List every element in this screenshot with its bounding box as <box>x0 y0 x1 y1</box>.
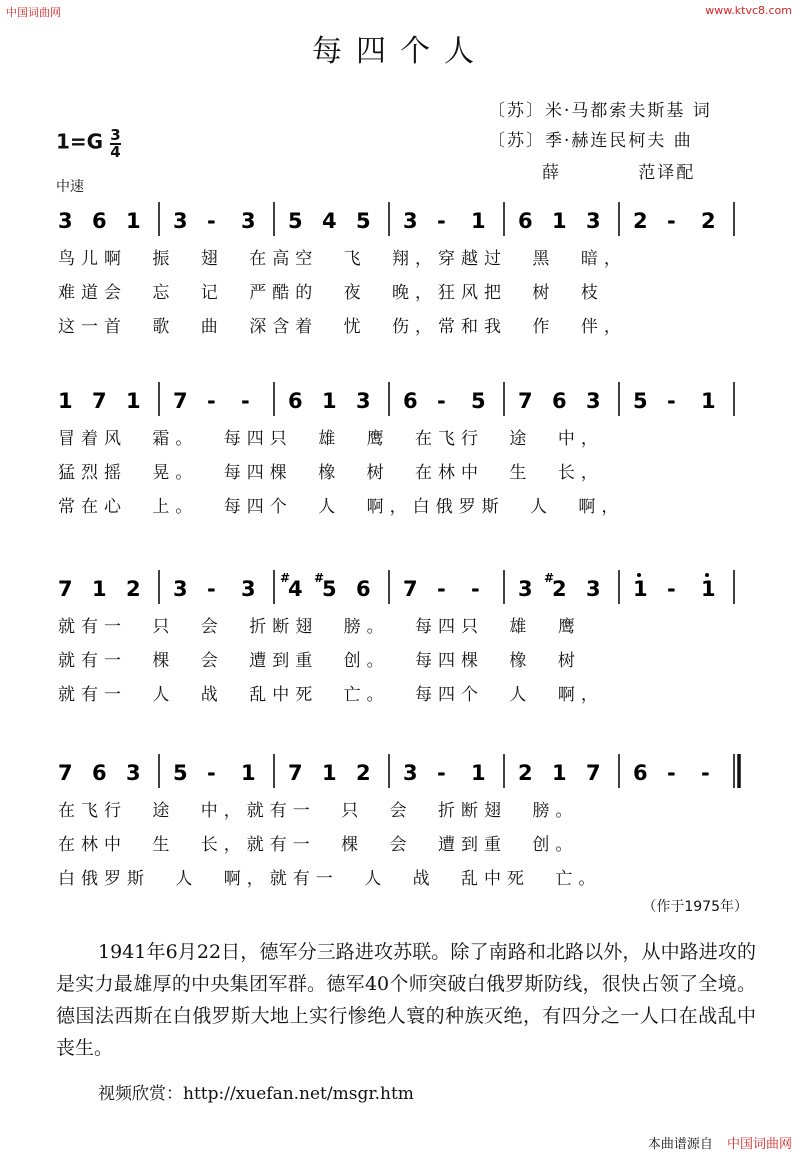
note: 5 <box>356 209 371 233</box>
lyric-line: 就有一 棵 会 遭到重 创。 每四棵 橡 树 <box>58 651 581 671</box>
note: 5 <box>322 577 337 601</box>
note: 1 <box>322 389 337 413</box>
note-dash: - <box>207 209 216 233</box>
note: 4 <box>322 209 337 233</box>
time-top: 3 <box>110 126 121 144</box>
note: 1 <box>241 761 256 785</box>
note: 5 <box>288 209 303 233</box>
note: 1 <box>322 761 337 785</box>
lyric-line: 就有一 人 战 乱中死 亡。 每四个 人 啊， <box>58 685 604 705</box>
note-dash: - <box>437 389 446 413</box>
notation-system <box>0 568 800 614</box>
note: 3 <box>126 761 141 785</box>
note: 2 <box>356 761 371 785</box>
sharp-sign: # <box>314 571 325 585</box>
note-dash: - <box>667 761 676 785</box>
lyricist-credit: 〔苏〕米·马都索夫斯基 词 <box>488 101 712 121</box>
note: 3 <box>403 761 418 785</box>
note: 2 <box>126 577 141 601</box>
note: 6 <box>356 577 371 601</box>
lyric-line: 冒着风 霜。 每四只 雄 鹰 在飞行 途 中， <box>58 429 604 449</box>
footer-site: 中国词曲网 <box>726 1137 792 1152</box>
key-label: 1=G <box>56 129 104 154</box>
note-dash: - <box>437 761 446 785</box>
note: 7 <box>58 577 73 601</box>
note-dash: - <box>667 209 676 233</box>
note: 2 <box>552 577 567 601</box>
note: 4 <box>288 577 303 601</box>
note: 1 <box>633 577 648 601</box>
note-dash: - <box>207 389 216 413</box>
note: 5 <box>633 389 648 413</box>
note: 7 <box>288 761 303 785</box>
time-bottom: 4 <box>110 143 121 161</box>
note: 1 <box>552 761 567 785</box>
note: 5 <box>471 389 486 413</box>
sharp-sign: # <box>544 571 555 585</box>
note: 1 <box>126 389 141 413</box>
note-dash: - <box>437 209 446 233</box>
footer-source: 本曲谱源自 <box>647 1137 713 1152</box>
note: 1 <box>471 209 486 233</box>
note: 7 <box>92 389 107 413</box>
lyric-line: 在飞行 途 中，就有一 只 会 折断翅 膀。 <box>58 801 579 821</box>
note: 1 <box>471 761 486 785</box>
sharp-sign: # <box>280 571 291 585</box>
note: 3 <box>586 577 601 601</box>
note: 2 <box>518 761 533 785</box>
note-dash: - <box>667 577 676 601</box>
note: 6 <box>552 389 567 413</box>
note: 3 <box>241 577 256 601</box>
lyric-line: 常在心 上。 每四个 人 啊，白俄罗斯 人 啊， <box>58 497 625 517</box>
note: 5 <box>173 761 188 785</box>
note: 1 <box>92 577 107 601</box>
note: 7 <box>586 761 601 785</box>
note: 6 <box>518 209 533 233</box>
history-paragraph <box>56 936 756 1064</box>
notation-system <box>0 380 800 426</box>
note: 1 <box>701 389 716 413</box>
note: 3 <box>518 577 533 601</box>
video-link[interactable]: 视频欣赏：http://xuefan.net/msgr.htm <box>98 1084 414 1104</box>
note: 3 <box>356 389 371 413</box>
note-dash: - <box>667 389 676 413</box>
song-title: 每四个人 <box>312 34 488 69</box>
note: 3 <box>173 577 188 601</box>
note: 3 <box>586 389 601 413</box>
note: 7 <box>58 761 73 785</box>
note: 6 <box>403 389 418 413</box>
lyric-line: 在林中 生 长，就有一 棵 会 遭到重 创。 <box>58 835 579 855</box>
note: 1 <box>552 209 567 233</box>
watermark-right: www.ktvc8.com <box>705 4 792 17</box>
note: 7 <box>173 389 188 413</box>
note: 3 <box>403 209 418 233</box>
key-signature <box>56 128 121 160</box>
note-dash: - <box>471 577 480 601</box>
lyric-line: 鸟儿啊 振 翅 在高空 飞 翔，穿越过 黑 暗， <box>58 249 627 269</box>
note: 3 <box>58 209 73 233</box>
notation-system <box>0 752 800 798</box>
lyric-line: 猛烈摇 晃。 每四棵 橡 树 在林中 生 长， <box>58 463 604 483</box>
note-dash: - <box>701 761 710 785</box>
note: 6 <box>92 209 107 233</box>
notation-system <box>0 200 800 246</box>
note: 3 <box>586 209 601 233</box>
note-dash: - <box>207 577 216 601</box>
watermark-left: 中国词曲网 <box>6 6 61 19</box>
note-dash: - <box>207 761 216 785</box>
translator-credit: 薛 范译配 <box>542 163 696 183</box>
note: 3 <box>173 209 188 233</box>
lyric-line: 就有一 只 会 折断翅 膀。 每四只 雄 鹰 <box>58 617 581 637</box>
high-octave-dot <box>705 573 709 577</box>
lyric-line: 难道会 忘 记 严酷的 夜 晚，狂风把 树 枝 <box>58 283 604 303</box>
note: 7 <box>518 389 533 413</box>
note: 1 <box>58 389 73 413</box>
note-dash: - <box>241 389 250 413</box>
composer-credit: 〔苏〕季·赫连民柯夫 曲 <box>488 131 693 151</box>
note: 2 <box>701 209 716 233</box>
note: 1 <box>701 577 716 601</box>
note: 1 <box>126 209 141 233</box>
lyric-line: 白俄罗斯 人 啊，就有一 人 战 乱中死 亡。 <box>58 869 602 889</box>
time-signature <box>110 128 120 160</box>
note-dash: - <box>437 577 446 601</box>
history-text: 1941年6月22日，德军分三路进攻苏联。除了南路和北路以外，从中路进攻的是实力最雄厚的中央集团军群。德军40个师突破白俄罗斯防线，很快占领了全境。德国法西斯在白俄罗斯大地上实行惨绝人寰的种族灭绝，有四分之一人口在战乱中丧生。 <box>56 941 756 1059</box>
tempo-marking: 中速 <box>56 179 84 195</box>
composition-note: （作于1975年） <box>642 899 748 915</box>
note: 6 <box>92 761 107 785</box>
note: 7 <box>403 577 418 601</box>
note: 3 <box>241 209 256 233</box>
note: 6 <box>288 389 303 413</box>
footer <box>648 1133 792 1152</box>
note: 2 <box>633 209 648 233</box>
high-octave-dot <box>637 573 641 577</box>
note: 6 <box>633 761 648 785</box>
lyric-line: 这一首 歌 曲 深含着 忧 伤，常和我 作 伴， <box>58 317 627 337</box>
